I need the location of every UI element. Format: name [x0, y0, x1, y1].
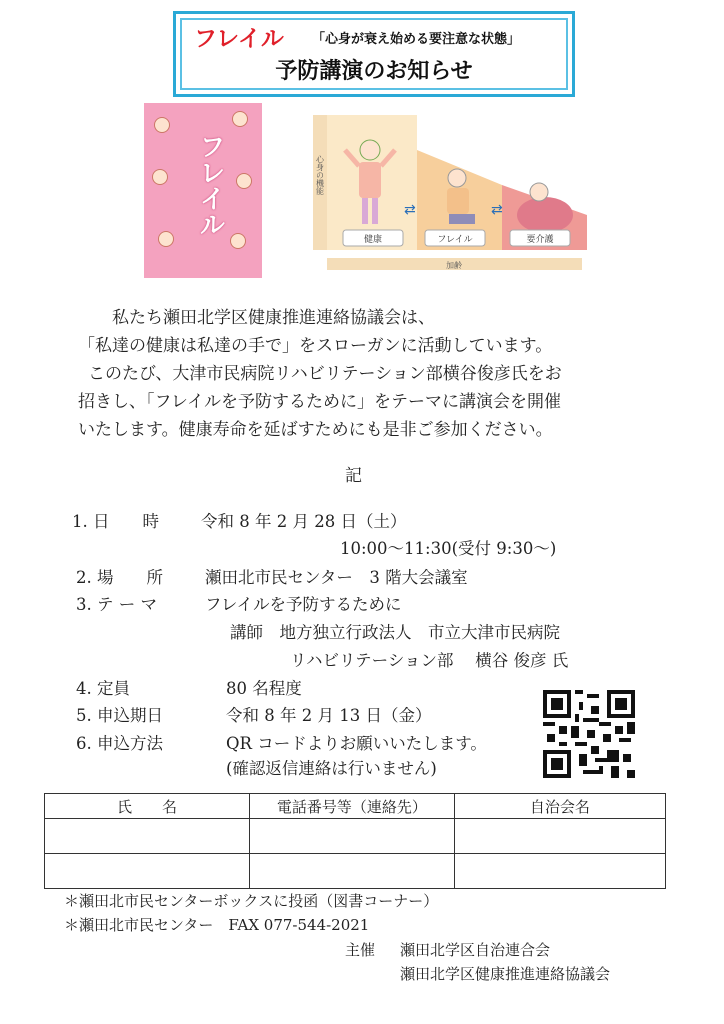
column-header-phone: 電話番号等（連絡先）: [249, 794, 454, 819]
frailty-diagram-svg: [307, 110, 587, 275]
diagram-y-label: 心身の機能: [315, 155, 325, 195]
qr-code[interactable]: [543, 690, 635, 778]
intro-line: 招きし、「フレイルを予防するために」をテーマに講演会を開催: [78, 392, 561, 412]
header-box: [173, 11, 575, 97]
column-header-name: 氏 名: [45, 794, 250, 819]
header-title: 予防講演のお知らせ: [275, 59, 473, 84]
item-1-date: 令和 8 年 2 月 28 日（土）: [201, 512, 407, 531]
phone-cell[interactable]: [249, 854, 454, 889]
association-cell[interactable]: [454, 854, 665, 889]
footer-note-box: ＊瀬田北市民センターボックスに投函（図書コーナー）: [64, 892, 439, 910]
item-2-value: 瀬田北市民センター 3 階大会議室: [205, 568, 468, 587]
item-1-time: 10:00～11:30(受付 9:30～): [340, 539, 557, 558]
stage-label-healthy: 健康: [363, 235, 383, 245]
header-frail-word: フレイル: [194, 26, 284, 52]
ki-heading: 記: [345, 466, 362, 486]
person-illustration: [154, 117, 170, 133]
column-header-association: 自治会名: [454, 794, 665, 819]
intro-line: 私たち瀬田北学区健康推進連絡協議会は、: [112, 308, 435, 328]
item-3-lecturer-line2: リハビリテーション部 横谷 俊彦 氏: [290, 651, 569, 670]
name-cell[interactable]: [45, 854, 250, 889]
table-row: [45, 819, 666, 854]
item-4-label: 4. 定員: [76, 679, 130, 698]
book-cover-illustration: [144, 103, 262, 278]
svg-text:⇄: ⇄: [404, 202, 416, 218]
person-illustration: [152, 169, 168, 185]
diagram-x-label: 加齢: [446, 261, 462, 270]
item-4-value: 80 名程度: [226, 679, 302, 698]
book-title: フレイル: [195, 133, 225, 237]
qr-code-svg: [543, 690, 635, 778]
association-cell[interactable]: [454, 819, 665, 854]
intro-paragraph: [78, 304, 678, 444]
person-illustration: [230, 233, 246, 249]
intro-line: このたび、大津市民病院リハビリテーション部横谷俊彦氏をお: [88, 364, 562, 384]
stage-label-care: 要介護: [526, 235, 554, 245]
item-2-label: 2. 場 所: [76, 568, 163, 587]
item-6-label: 6. 申込方法: [76, 734, 163, 753]
host-label: 主催: [345, 941, 376, 959]
item-6-note: (確認返信連絡は行いません): [226, 759, 437, 778]
name-cell[interactable]: [45, 819, 250, 854]
item-5-label: 5. 申込期日: [76, 706, 163, 725]
item-3-value: フレイルを予防するために: [205, 595, 402, 614]
item-3-label: 3. テ ー マ: [76, 595, 157, 614]
host-organization-1: 瀬田北学区自治連合会: [400, 941, 551, 959]
table-header-row: [45, 794, 666, 819]
footer-note-fax: ＊瀬田北市民センター FAX 077-544-2021: [64, 916, 370, 934]
frailty-stage-diagram: [307, 110, 587, 275]
table-row: [45, 854, 666, 889]
intro-line: 「私達の健康は私達の手で」をスローガンに活動しています。: [78, 336, 553, 356]
person-illustration: [236, 173, 252, 189]
intro-line: いたします。健康寿命を延ばすためにも是非ご参加ください。: [78, 420, 553, 440]
host-organization-2: 瀬田北学区健康推進連絡協議会: [400, 965, 611, 983]
stage-label-frail: フレイル: [437, 235, 473, 245]
person-illustration: [158, 231, 174, 247]
person-illustration: [232, 111, 248, 127]
item-5-value: 令和 8 年 2 月 13 日（金）: [226, 706, 432, 725]
svg-text:⇄: ⇄: [491, 202, 503, 218]
item-6-value: QR コードよりお願いいたします。: [226, 734, 487, 753]
item-3-lecturer-line1: 講師 地方独立行政法人 市立大津市民病院: [230, 623, 560, 642]
item-1-label: 1. 日 時: [72, 512, 159, 531]
application-form-table: [44, 793, 666, 889]
header-subtitle: 「心身が衰え始める要注意な状態」: [312, 32, 521, 47]
phone-cell[interactable]: [249, 819, 454, 854]
